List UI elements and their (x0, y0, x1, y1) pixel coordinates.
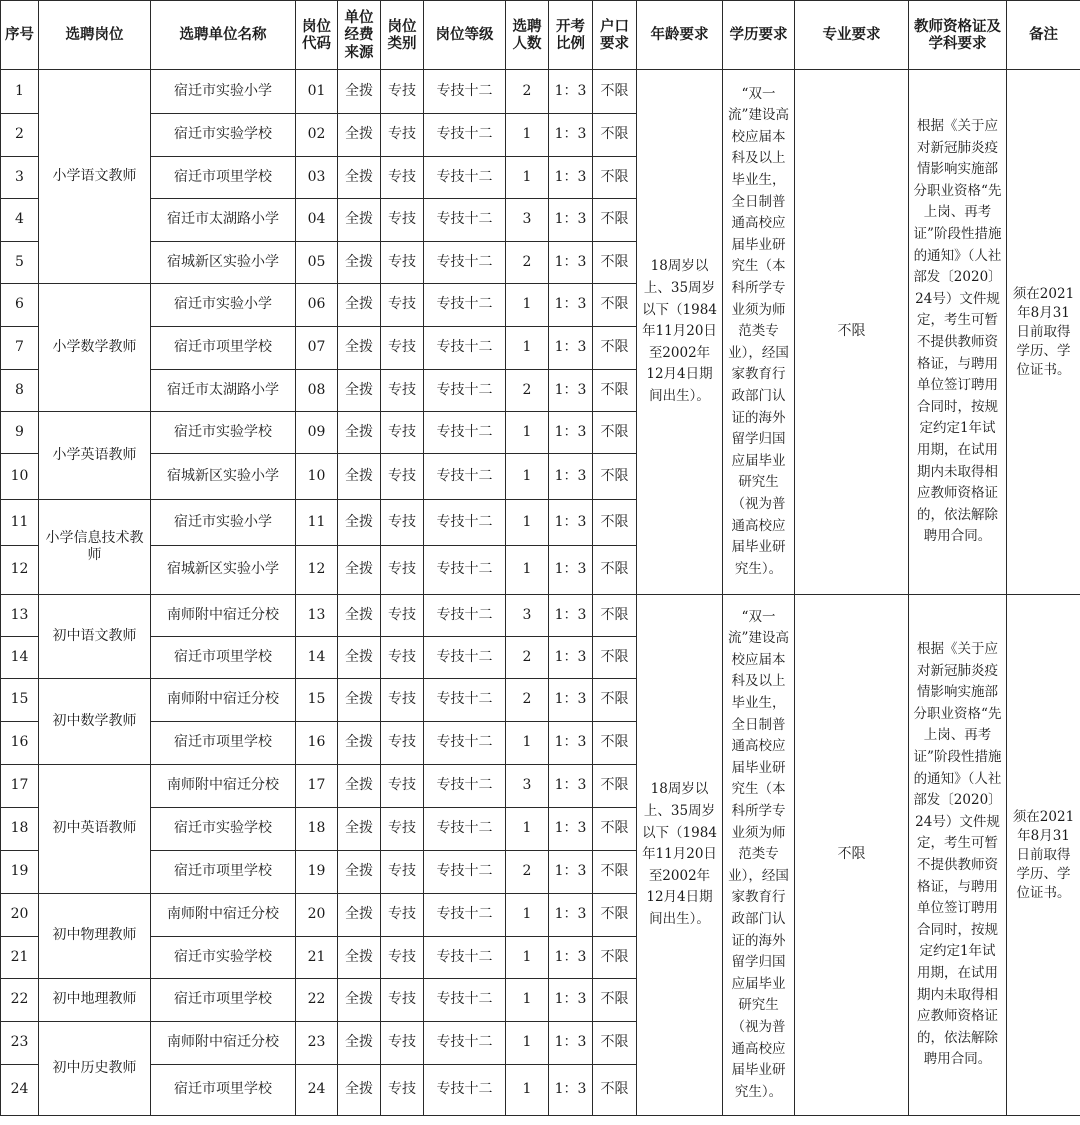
position-category: 专技 (381, 114, 424, 157)
header-unit-name: 选聘单位名称 (151, 1, 296, 70)
row-index: 7 (1, 327, 39, 370)
position-category: 专技 (381, 894, 424, 937)
funding-source: 全拨 (338, 937, 381, 979)
hire-count: 1 (506, 157, 549, 199)
exam-ratio: 1：3 (549, 199, 593, 242)
position-grade: 专技十二 (424, 679, 506, 722)
hire-count: 1 (506, 1065, 549, 1116)
hukou-requirement: 不限 (593, 722, 637, 765)
funding-source: 全拨 (338, 199, 381, 242)
major-requirement-text: 不限 (795, 595, 909, 1116)
hukou-requirement: 不限 (593, 979, 637, 1022)
position-code: 08 (296, 370, 338, 412)
position-category: 专技 (381, 722, 424, 765)
exam-ratio: 1：3 (549, 242, 593, 284)
funding-source: 全拨 (338, 454, 381, 500)
hire-count: 3 (506, 199, 549, 242)
funding-source: 全拨 (338, 722, 381, 765)
position-category: 专技 (381, 979, 424, 1022)
funding-source: 全拨 (338, 1065, 381, 1116)
unit-name: 宿迁市项里学校 (151, 979, 296, 1022)
position-code: 16 (296, 722, 338, 765)
row-index: 6 (1, 284, 39, 327)
position-category: 专技 (381, 199, 424, 242)
position-category: 专技 (381, 937, 424, 979)
funding-source: 全拨 (338, 765, 381, 808)
exam-ratio: 1：3 (549, 327, 593, 370)
hukou-requirement: 不限 (593, 199, 637, 242)
position-grade: 专技十二 (424, 851, 506, 894)
position-name: 初中语文教师 (39, 595, 151, 679)
unit-name: 宿迁市项里学校 (151, 722, 296, 765)
unit-name: 宿迁市太湖路小学 (151, 370, 296, 412)
header-remark: 备注 (1007, 1, 1080, 70)
position-grade: 专技十二 (424, 70, 506, 114)
exam-ratio: 1：3 (549, 370, 593, 412)
hire-count: 2 (506, 370, 549, 412)
header-age-requirement: 年龄要求 (637, 1, 723, 70)
exam-ratio: 1：3 (549, 500, 593, 546)
unit-name: 南师附中宿迁分校 (151, 1022, 296, 1065)
unit-name: 宿迁市太湖路小学 (151, 199, 296, 242)
funding-source: 全拨 (338, 808, 381, 851)
funding-source: 全拨 (338, 679, 381, 722)
hire-count: 1 (506, 1022, 549, 1065)
row-index: 24 (1, 1065, 39, 1116)
remark-text: 须在2021年8月31日前取得学历、学位证书。 (1007, 70, 1080, 595)
position-code: 02 (296, 114, 338, 157)
position-grade: 专技十二 (424, 284, 506, 327)
exam-ratio: 1：3 (549, 722, 593, 765)
position-code: 05 (296, 242, 338, 284)
hukou-requirement: 不限 (593, 1065, 637, 1116)
position-grade: 专技十二 (424, 894, 506, 937)
position-code: 13 (296, 595, 338, 637)
hire-count: 1 (506, 454, 549, 500)
unit-name: 南师附中宿迁分校 (151, 765, 296, 808)
unit-name: 宿迁市实验学校 (151, 937, 296, 979)
table-row (1, 595, 1080, 637)
row-index: 18 (1, 808, 39, 851)
row-index: 15 (1, 679, 39, 722)
hire-count: 1 (506, 979, 549, 1022)
funding-source: 全拨 (338, 327, 381, 370)
hukou-requirement: 不限 (593, 242, 637, 284)
row-index: 14 (1, 637, 39, 679)
major-requirement-text: 不限 (795, 70, 909, 595)
funding-source: 全拨 (338, 242, 381, 284)
exam-ratio: 1：3 (549, 1065, 593, 1116)
row-index: 19 (1, 851, 39, 894)
exam-ratio: 1：3 (549, 1022, 593, 1065)
position-grade: 专技十二 (424, 370, 506, 412)
header-education-requirement: 学历要求 (723, 1, 795, 70)
position-category: 专技 (381, 637, 424, 679)
row-index: 12 (1, 546, 39, 595)
unit-name: 宿迁市实验小学 (151, 284, 296, 327)
row-index: 17 (1, 765, 39, 808)
position-category: 专技 (381, 327, 424, 370)
age-requirement-text: 18周岁以上、35周岁以下（1984年11月20日至2002年12月4日期间出生）。 (637, 595, 723, 1116)
unit-name: 宿迁市项里学校 (151, 327, 296, 370)
hire-count: 1 (506, 722, 549, 765)
certificate-requirement-text: 根据《关于应对新冠肺炎疫情影响实施部分职业资格“先上岗、再考证”阶段性措施的通知》（人社部发〔2020〕24号）文件规定，考生可暂不提供教师资格证，与聘用单位签订聘用合同时，按规定约定1年试用期，在试用期内未取得相应教师资格证的，依法解除聘用合同。 (909, 70, 1007, 595)
header-row (1, 1, 1080, 70)
unit-name: 宿迁市实验学校 (151, 808, 296, 851)
hire-count: 1 (506, 500, 549, 546)
position-grade: 专技十二 (424, 546, 506, 595)
header-position-category: 岗位类别 (381, 1, 424, 70)
hire-count: 1 (506, 808, 549, 851)
header-certificate-requirement: 教师资格证及学科要求 (909, 1, 1007, 70)
funding-source: 全拨 (338, 70, 381, 114)
exam-ratio: 1：3 (549, 851, 593, 894)
row-index: 10 (1, 454, 39, 500)
unit-name: 宿迁市实验小学 (151, 70, 296, 114)
position-category: 专技 (381, 412, 424, 454)
unit-name: 南师附中宿迁分校 (151, 595, 296, 637)
hukou-requirement: 不限 (593, 500, 637, 546)
unit-name: 南师附中宿迁分校 (151, 679, 296, 722)
position-code: 04 (296, 199, 338, 242)
header-hire-count: 选聘人数 (506, 1, 549, 70)
position-grade: 专技十二 (424, 637, 506, 679)
unit-name: 宿城新区实验小学 (151, 242, 296, 284)
hukou-requirement: 不限 (593, 595, 637, 637)
hukou-requirement: 不限 (593, 70, 637, 114)
position-category: 专技 (381, 851, 424, 894)
funding-source: 全拨 (338, 412, 381, 454)
row-index: 4 (1, 199, 39, 242)
header-funding-source: 单位经费来源 (338, 1, 381, 70)
position-category: 专技 (381, 284, 424, 327)
hire-count: 2 (506, 679, 549, 722)
funding-source: 全拨 (338, 370, 381, 412)
unit-name: 宿迁市项里学校 (151, 157, 296, 199)
hire-count: 1 (506, 546, 549, 595)
position-category: 专技 (381, 1022, 424, 1065)
hukou-requirement: 不限 (593, 637, 637, 679)
position-name: 小学英语教师 (39, 412, 151, 500)
row-index: 21 (1, 937, 39, 979)
education-requirement-text: “双一流”建设高校应届本科及以上毕业生，全日制普通高校应届毕业研究生（本科所学专业须为师范类专业），经国家教育行政部门认证的海外留学归国应届毕业研究生（视为普通高校应届毕业研究生）。 (723, 70, 795, 595)
hire-count: 1 (506, 937, 549, 979)
row-index: 11 (1, 500, 39, 546)
funding-source: 全拨 (338, 979, 381, 1022)
position-grade: 专技十二 (424, 327, 506, 370)
exam-ratio: 1：3 (549, 894, 593, 937)
exam-ratio: 1：3 (549, 412, 593, 454)
position-category: 专技 (381, 500, 424, 546)
funding-source: 全拨 (338, 500, 381, 546)
position-code: 01 (296, 70, 338, 114)
hire-count: 3 (506, 595, 549, 637)
position-category: 专技 (381, 157, 424, 199)
row-index: 22 (1, 979, 39, 1022)
exam-ratio: 1：3 (549, 114, 593, 157)
position-code: 09 (296, 412, 338, 454)
hukou-requirement: 不限 (593, 851, 637, 894)
exam-ratio: 1：3 (549, 595, 593, 637)
row-index: 13 (1, 595, 39, 637)
position-grade: 专技十二 (424, 199, 506, 242)
position-name: 小学数学教师 (39, 284, 151, 412)
unit-name: 宿迁市项里学校 (151, 851, 296, 894)
position-name: 初中数学教师 (39, 679, 151, 765)
row-index: 5 (1, 242, 39, 284)
remark-text: 须在2021年8月31日前取得学历、学位证书。 (1007, 595, 1080, 1116)
position-code: 07 (296, 327, 338, 370)
header-hukou-requirement: 户口要求 (593, 1, 637, 70)
position-code: 10 (296, 454, 338, 500)
position-grade: 专技十二 (424, 1022, 506, 1065)
position-code: 14 (296, 637, 338, 679)
position-category: 专技 (381, 808, 424, 851)
position-category: 专技 (381, 595, 424, 637)
hukou-requirement: 不限 (593, 808, 637, 851)
row-index: 3 (1, 157, 39, 199)
funding-source: 全拨 (338, 595, 381, 637)
position-category: 专技 (381, 370, 424, 412)
exam-ratio: 1：3 (549, 937, 593, 979)
position-name: 小学信息技术教师 (39, 500, 151, 595)
position-grade: 专技十二 (424, 157, 506, 199)
exam-ratio: 1：3 (549, 546, 593, 595)
unit-name: 宿迁市实验学校 (151, 412, 296, 454)
position-code: 21 (296, 937, 338, 979)
position-code: 11 (296, 500, 338, 546)
funding-source: 全拨 (338, 114, 381, 157)
position-grade: 专技十二 (424, 412, 506, 454)
position-code: 15 (296, 679, 338, 722)
hukou-requirement: 不限 (593, 412, 637, 454)
funding-source: 全拨 (338, 1022, 381, 1065)
position-category: 专技 (381, 765, 424, 808)
hire-count: 2 (506, 637, 549, 679)
hire-count: 1 (506, 114, 549, 157)
row-index: 8 (1, 370, 39, 412)
position-code: 23 (296, 1022, 338, 1065)
position-name: 初中历史教师 (39, 1022, 151, 1116)
funding-source: 全拨 (338, 894, 381, 937)
exam-ratio: 1：3 (549, 70, 593, 114)
header-index: 序号 (1, 1, 39, 70)
position-grade: 专技十二 (424, 454, 506, 500)
position-code: 24 (296, 1065, 338, 1116)
exam-ratio: 1：3 (549, 454, 593, 500)
position-category: 专技 (381, 679, 424, 722)
hire-count: 1 (506, 894, 549, 937)
position-name: 初中英语教师 (39, 765, 151, 894)
position-grade: 专技十二 (424, 808, 506, 851)
certificate-requirement-text: 根据《关于应对新冠肺炎疫情影响实施部分职业资格“先上岗、再考证”阶段性措施的通知》（人社部发〔2020〕24号）文件规定，考生可暂不提供教师资格证，与聘用单位签订聘用合同时，按规定约定1年试用期，在试用期内未取得相应教师资格证的，依法解除聘用合同。 (909, 595, 1007, 1116)
exam-ratio: 1：3 (549, 284, 593, 327)
position-category: 专技 (381, 242, 424, 284)
position-code: 03 (296, 157, 338, 199)
position-category: 专技 (381, 70, 424, 114)
position-code: 18 (296, 808, 338, 851)
hukou-requirement: 不限 (593, 284, 637, 327)
header-major-requirement: 专业要求 (795, 1, 909, 70)
funding-source: 全拨 (338, 546, 381, 595)
age-requirement-text: 18周岁以上、35周岁以下（1984年11月20日至2002年12月4日期间出生）。 (637, 70, 723, 595)
funding-source: 全拨 (338, 637, 381, 679)
unit-name: 宿迁市实验学校 (151, 114, 296, 157)
hire-count: 1 (506, 284, 549, 327)
position-name: 初中地理教师 (39, 979, 151, 1022)
position-grade: 专技十二 (424, 1065, 506, 1116)
hire-count: 1 (506, 412, 549, 454)
table-row (1, 70, 1080, 114)
hukou-requirement: 不限 (593, 1022, 637, 1065)
hukou-requirement: 不限 (593, 937, 637, 979)
funding-source: 全拨 (338, 157, 381, 199)
exam-ratio: 1：3 (549, 765, 593, 808)
position-grade: 专技十二 (424, 937, 506, 979)
row-index: 20 (1, 894, 39, 937)
funding-source: 全拨 (338, 851, 381, 894)
hukou-requirement: 不限 (593, 894, 637, 937)
exam-ratio: 1：3 (549, 979, 593, 1022)
position-grade: 专技十二 (424, 242, 506, 284)
row-index: 16 (1, 722, 39, 765)
position-code: 12 (296, 546, 338, 595)
position-category: 专技 (381, 454, 424, 500)
hire-count: 2 (506, 851, 549, 894)
unit-name: 宿迁市实验小学 (151, 500, 296, 546)
position-code: 19 (296, 851, 338, 894)
funding-source: 全拨 (338, 284, 381, 327)
position-code: 22 (296, 979, 338, 1022)
hukou-requirement: 不限 (593, 679, 637, 722)
position-grade: 专技十二 (424, 114, 506, 157)
position-grade: 专技十二 (424, 765, 506, 808)
hukou-requirement: 不限 (593, 546, 637, 595)
row-index: 9 (1, 412, 39, 454)
position-code: 06 (296, 284, 338, 327)
education-requirement-text: “双一流”建设高校应届本科及以上毕业生，全日制普通高校应届毕业研究生（本科所学专业须为师范类专业），经国家教育行政部门认证的海外留学归国应届毕业研究生（视为普通高校应届毕业研究生）。 (723, 595, 795, 1116)
hukou-requirement: 不限 (593, 157, 637, 199)
exam-ratio: 1：3 (549, 637, 593, 679)
row-index: 23 (1, 1022, 39, 1065)
row-index: 1 (1, 70, 39, 114)
unit-name: 宿迁市项里学校 (151, 1065, 296, 1116)
hire-count: 2 (506, 242, 549, 284)
hire-count: 1 (506, 327, 549, 370)
unit-name: 宿迁市项里学校 (151, 637, 296, 679)
unit-name: 宿城新区实验小学 (151, 546, 296, 595)
exam-ratio: 1：3 (549, 157, 593, 199)
header-exam-ratio: 开考比例 (549, 1, 593, 70)
position-category: 专技 (381, 546, 424, 595)
header-position-code: 岗位代码 (296, 1, 338, 70)
hukou-requirement: 不限 (593, 370, 637, 412)
unit-name: 南师附中宿迁分校 (151, 894, 296, 937)
hire-count: 2 (506, 70, 549, 114)
hukou-requirement: 不限 (593, 765, 637, 808)
position-grade: 专技十二 (424, 979, 506, 1022)
position-category: 专技 (381, 1065, 424, 1116)
hukou-requirement: 不限 (593, 114, 637, 157)
position-grade: 专技十二 (424, 500, 506, 546)
header-position-grade: 岗位等级 (424, 1, 506, 70)
unit-name: 宿城新区实验小学 (151, 454, 296, 500)
hire-count: 3 (506, 765, 549, 808)
position-name: 初中物理教师 (39, 894, 151, 979)
header-position: 选聘岗位 (39, 1, 151, 70)
position-grade: 专技十二 (424, 595, 506, 637)
position-code: 17 (296, 765, 338, 808)
hukou-requirement: 不限 (593, 454, 637, 500)
exam-ratio: 1：3 (549, 808, 593, 851)
row-index: 2 (1, 114, 39, 157)
position-code: 20 (296, 894, 338, 937)
position-grade: 专技十二 (424, 722, 506, 765)
position-name: 小学语文教师 (39, 70, 151, 284)
exam-ratio: 1：3 (549, 679, 593, 722)
hukou-requirement: 不限 (593, 327, 637, 370)
